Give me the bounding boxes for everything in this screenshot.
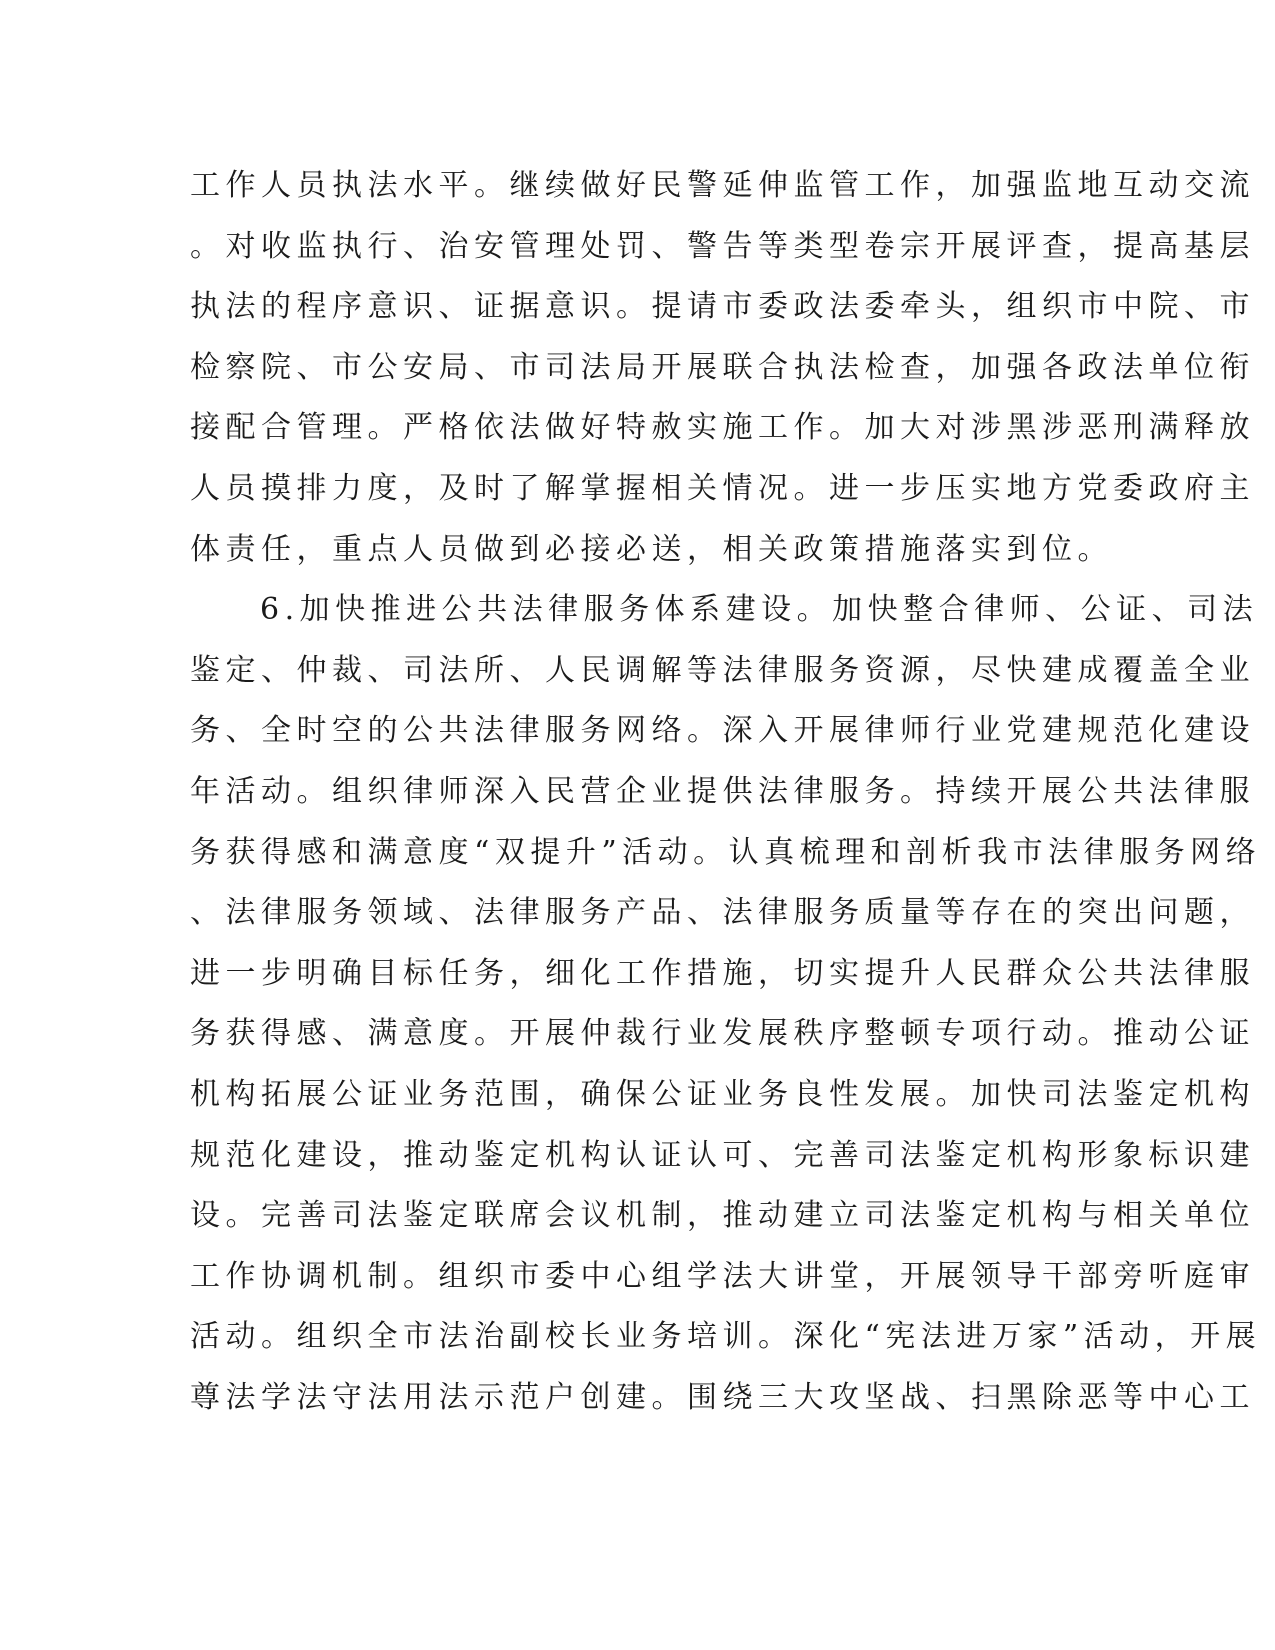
text-line: 进一步明确目标任务，细化工作措施，切实提升人民群众公共法律服	[190, 955, 1255, 991]
text-line: 执法的程序意识、证据意识。提请市委政法委牵头，组织市中院、市	[190, 289, 1255, 325]
text-line: 。对收监执行、治安管理处罚、警告等类型卷宗开展评查，提高基层	[190, 228, 1255, 264]
text-line: 人员摸排力度，及时了解掌握相关情况。进一步压实地方党委政府主	[190, 470, 1255, 506]
text-line: 活动。组织全市法治副校长业务培训。深化“宪法进万家”活动，开展	[190, 1319, 1262, 1355]
text-line: 、法律服务领域、法律服务产品、法律服务质量等存在的突出问题，	[190, 895, 1255, 931]
text-line: 机构拓展公证业务范围，确保公证业务良性发展。加快司法鉴定机构	[190, 1076, 1255, 1112]
text-line: 检察院、市公安局、市司法局开展联合执法检查，加强各政法单位衔	[190, 349, 1255, 385]
text-line: 务获得感和满意度“双提升”活动。认真梳理和剖析我市法律服务网络	[190, 834, 1262, 870]
text-line: 年活动。组织律师深入民营企业提供法律服务。持续开展公共法律服	[190, 773, 1255, 809]
text-line: 工作协调机制。组织市委中心组学法大讲堂，开展领导干部旁听庭审	[190, 1258, 1255, 1294]
text-line: 务获得感、满意度。开展仲裁行业发展秩序整顿专项行动。推动公证	[190, 1016, 1255, 1052]
text-line: 规范化建设，推动鉴定机构认证认可、完善司法鉴定机构形象标识建	[190, 1137, 1255, 1173]
text-line: 务、全时空的公共法律服务网络。深入开展律师行业党建规范化建设	[190, 713, 1255, 749]
text-line: 尊法学法守法用法示范户创建。围绕三大攻坚战、扫黑除恶等中心工	[190, 1379, 1255, 1415]
text-line: 工作人员执法水平。继续做好民警延伸监管工作，加强监地互动交流	[190, 168, 1255, 203]
text-line: 接配合管理。严格依法做好特赦实施工作。加大对涉黑涉恶刑满释放	[190, 410, 1255, 446]
text-line: 鉴定、仲裁、司法所、人民调解等法律服务资源，尽快建成覆盖全业	[190, 652, 1255, 688]
body-text	[190, 156, 1262, 1428]
text-line: 体责任，重点人员做到必接必送，相关政策措施落实到位。	[190, 531, 1113, 567]
text-line: 设。完善司法鉴定联席会议机制，推动建立司法鉴定机构与相关单位	[190, 1198, 1255, 1234]
section-heading-line: 6.加快推进公共法律服务体系建设。加快整合律师、公证、司法	[260, 592, 1259, 628]
